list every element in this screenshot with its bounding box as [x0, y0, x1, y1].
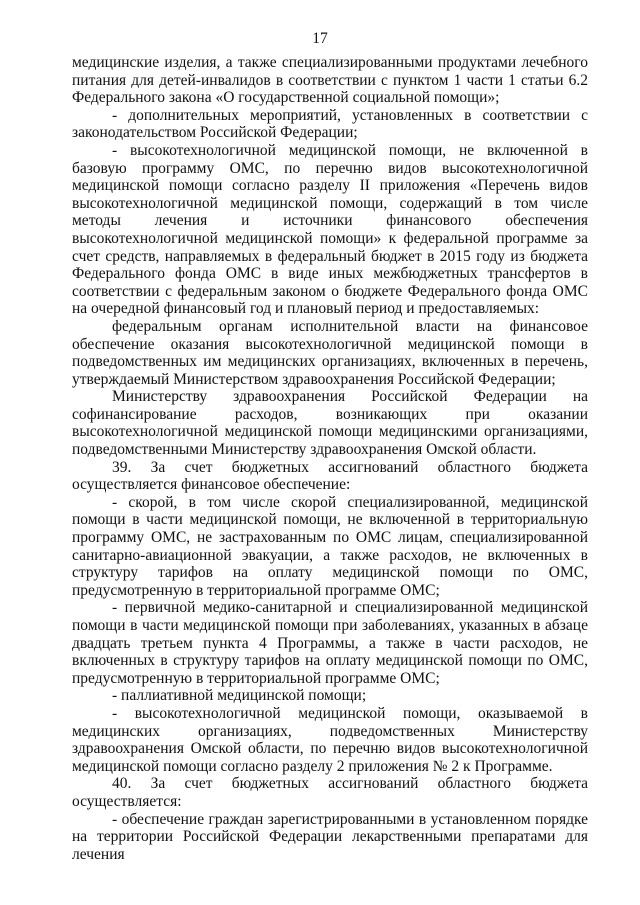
- list-item-additional-measures: - дополнительных мероприятий, установленных в соответствии с законодательством Российской Федерации;: [72, 106, 588, 142]
- list-item-drug-provision: - обеспечение граждан зарегистрированными в установленном порядке на территории Российской Федерации лекарственными препаратами для лечения: [72, 810, 588, 863]
- clause-39: 39. За счет бюджетных ассигнований областного бюджета осуществляется финансовое обеспечение:: [72, 458, 588, 494]
- list-item-emergency-care: - скорой, в том числе скорой специализированной, медицинской помощи в части медицинской помощи, не включенной в территориальную программу ОМС, не застрахованным по ОМС лицам, специализированной санитарно-авиационной эвакуации, а также расходов, не включенных в структуру тарифов на оплату медицинской помощи по ОМС, предусмотренную в территориальной программе ОМС;: [72, 493, 588, 599]
- clause-40: 40. За счет бюджетных ассигнований областного бюджета осуществляется:: [72, 775, 588, 810]
- document-body: [72, 54, 588, 863]
- paragraph-federal-bodies: федеральным органам исполнительной власти на финансовое обеспечение оказания высокотехнологичной медицинской помощи в подведомственных им медицинских организациях, включенных в перечень, утверждаемый Министерством здравоохранения Российской Федерации;: [72, 317, 588, 388]
- paragraph-ministry: Министерству здравоохранения Российской Федерации на софинансирование расходов, возникающих при оказании высокотехнологичной медицинской помощи медицинскими организациями, подведомственными Министерству здравоохранения Омской области.: [72, 388, 588, 459]
- list-item-high-tech-regional: - высокотехнологичной медицинской помощи, оказываемой в медицинских организациях, подведомственных Министерству здравоохранения Омской области, по перечню видов высокотехнологичной медицинской помощи согласно разделу 2 приложения № 2 к Программе.: [72, 704, 588, 775]
- list-item-primary-care: - первичной медико-санитарной и специализированной медицинской помощи в части медицинской помощи при заболеваниях, указанных в абзаце двадцать третьем пункта 4 Программы, а также в части расходов, не включенных в структуру тарифов на оплату медицинской помощи по ОМС, предусмотренную в территориальной программе ОМС;: [72, 599, 588, 687]
- paragraph-continuation: медицинские изделия, а также специализированными продуктами лечебного питания для детей-инвалидов в соответствии с пунктом 1 части 1 статьи 6.2 Федерального закона «О государственной социальной помощи»;: [72, 54, 588, 107]
- list-item-palliative-care: - паллиативной медицинской помощи;: [112, 687, 367, 705]
- list-item-high-tech-care: - высокотехнологичной медицинской помощи, не включенной в базовую программу ОМС, по перечню видов высокотехнологичной медицинской помощи согласно разделу II приложения «Перечень видов высокотехнологичной медицинской помощи, содержащий в том числе методы лечения и источники финансового обеспечения высокотехнологичной медицинской помощи» к федеральной программе за счет средств, направляемых в федеральный бюджет в 2015 году из бюджета Федерального фонда ОМС в виде иных межбюджетных трансфертов в соответствии с федеральным законом о бюджете Федерального фонда ОМС на очередной финансовый год и плановый период и предоставляемых:: [72, 141, 588, 318]
- page-number: 17: [312, 30, 328, 47]
